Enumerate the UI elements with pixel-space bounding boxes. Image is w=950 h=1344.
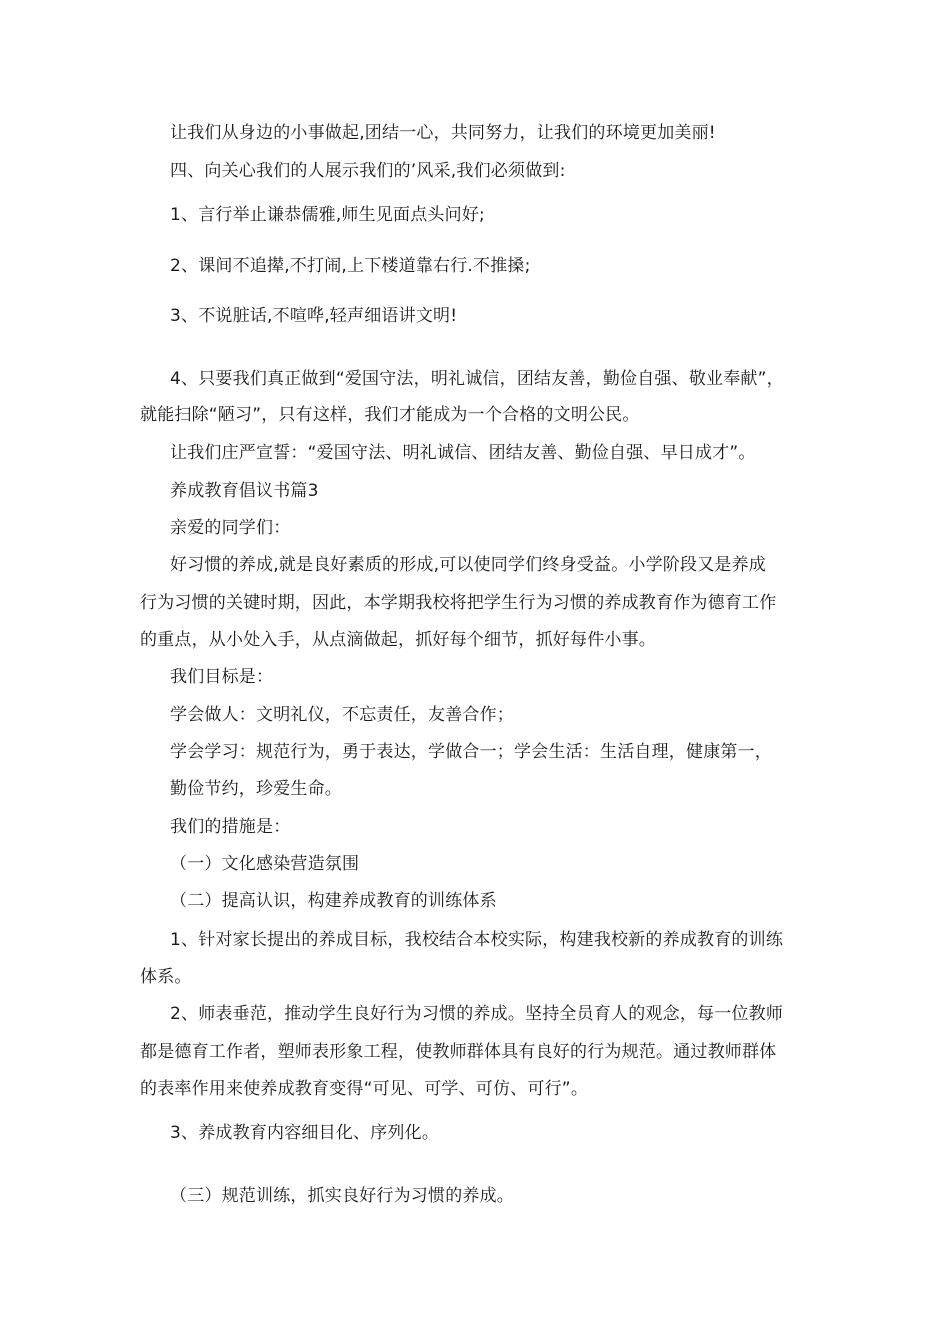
subsection-heading: （一）文化感染营造氛围	[170, 854, 360, 874]
paragraph-line: 的表率作用来使养成教育变得“可见、可学、可仿、可行”。	[140, 1079, 589, 1099]
list-item: 3、不说脏话,不喧哗,轻声细语讲文明!	[170, 306, 458, 326]
list-item: 2、课间不追撵,不打闹,上下楼道靠右行.不推搡;	[170, 256, 531, 276]
paragraph-line: 让我们从身边的小事做起,团结一心，共同努力，让我们的环境更加美丽!	[170, 123, 716, 143]
paragraph-line: 我们的措施是：	[170, 817, 291, 837]
list-item: 1、言行举止谦恭儒雅,师生见面点头问好;	[170, 205, 485, 225]
list-item: 4、只要我们真正做到“爱国守法，明礼诚信，团结友善，勤俭自强、敬业奉献”，	[170, 369, 784, 389]
section-heading: 四、向关心我们的人展示我们的’风采,我们必须做到:	[170, 161, 566, 181]
article-title: 养成教育倡议书篇3	[170, 481, 319, 501]
list-item: 3、养成教育内容细目化、序列化。	[170, 1123, 440, 1143]
subsection-heading: （二）提高认识，构建养成教育的训练体系	[170, 891, 497, 911]
salutation: 亲爱的同学们：	[170, 518, 291, 538]
paragraph-line: 学会做人：文明礼仪，不忘责任，友善合作；	[170, 705, 514, 725]
paragraph-line: 都是德育工作者，塑师表形象工程，使教师群体具有良好的行为规范。通过教师群体	[140, 1042, 777, 1062]
paragraph-line: 勤俭节约，珍爱生命。	[170, 779, 342, 799]
paragraph-line: 好习惯的养成,就是良好素质的形成,可以使同学们终身受益。小学阶段又是养成	[170, 555, 767, 575]
subsection-heading: （三）规范训练，抓实良好行为习惯的养成。	[170, 1186, 514, 1206]
paragraph-line: 让我们庄严宣誓：“爱国守法、明礼诚信、团结友善、勤俭自强、早日成才”。	[170, 443, 756, 463]
paragraph-line: 体系。	[140, 967, 192, 987]
paragraph-line: 我们目标是：	[170, 667, 274, 687]
paragraph-line: 的重点，从小处入手，从点滴做起，抓好每个细节，抓好每件小事。	[140, 630, 656, 650]
list-item: 1、针对家长提出的养成目标，我校结合本校实际，构建我校新的养成教育的训练	[170, 930, 784, 950]
paragraph-line: 学会学习：规范行为，勇于表达，学做合一；学会生活：生活自理，健康第一，	[170, 742, 772, 762]
list-item: 2、师表垂范，推动学生良好行为习惯的养成。坚持全员育人的观念，每一位教师	[170, 1004, 784, 1024]
paragraph-line: 行为习惯的关键时期，因此，本学期我校将把学生行为习惯的养成教育作为德育工作	[140, 593, 777, 613]
paragraph-line: 就能扫除“陋习”，只有这样，我们才能成为一个合格的文明公民。	[140, 405, 640, 425]
